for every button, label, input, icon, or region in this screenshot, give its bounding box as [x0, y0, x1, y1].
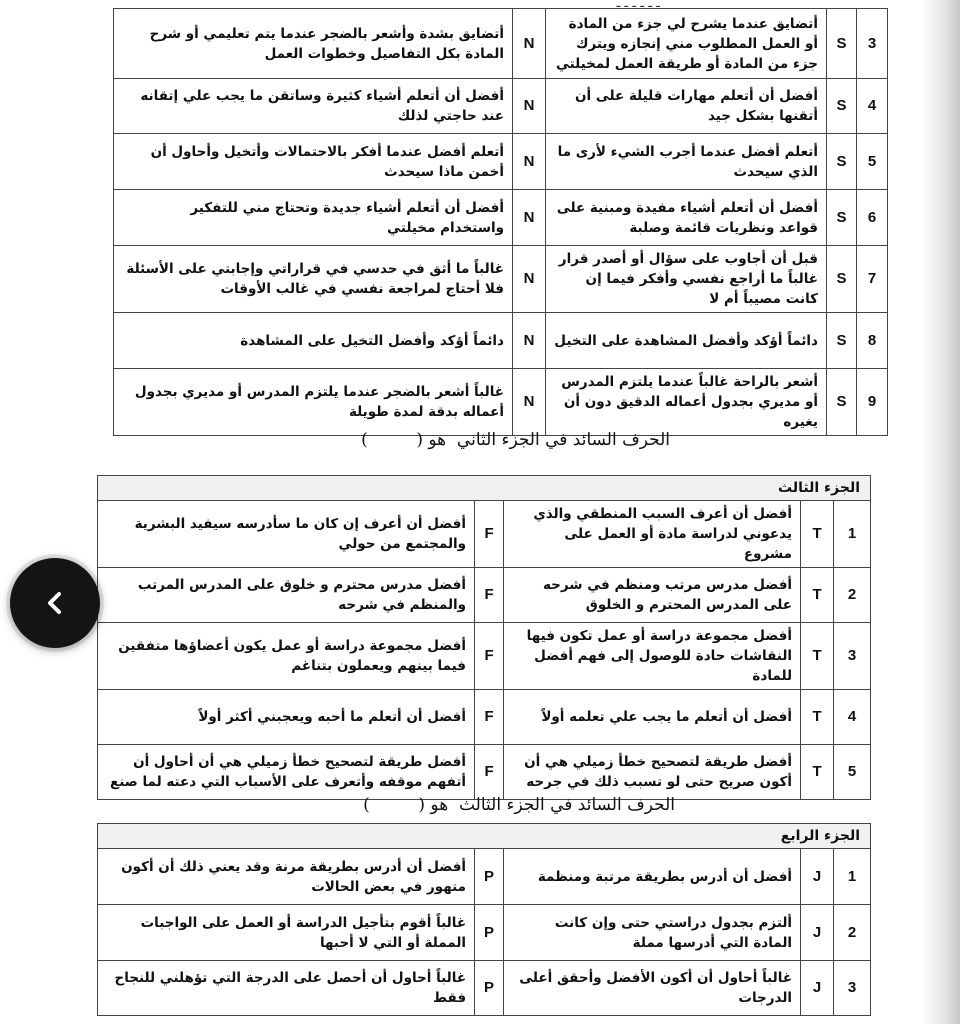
question-number: 2	[834, 905, 871, 961]
question-row	[98, 690, 871, 745]
part-three-header: الجزء الثالث	[98, 476, 871, 501]
option-a-text: أفضل أن أعرف السبب المنطقي والذي يدعوني لدراسة مادة أو العمل على مشروع	[504, 501, 801, 568]
question-number: 7	[857, 246, 888, 313]
prevailing-letter-part-three: الحرف السائد في الجزء الثالث هو ( )	[363, 795, 675, 815]
option-a-letter: J	[801, 849, 834, 905]
question-number: 4	[834, 690, 871, 745]
question-number: 3	[834, 961, 871, 1016]
prevailing-letter-part-two: الحرف السائد في الجزء الثاني هو ( )	[361, 430, 670, 450]
chevron-left-icon	[40, 588, 70, 618]
option-a-text: أفضل أن أتعلم ما يجب علي تعلمه أولاً	[504, 690, 801, 745]
option-a-letter: S	[827, 369, 857, 436]
part-four-table	[97, 823, 871, 1016]
option-b-text: دائماً أؤكد وأفضل التخيل على المشاهدة	[114, 313, 513, 369]
question-number: 8	[857, 313, 888, 369]
page-edge-shadow	[920, 0, 960, 1024]
option-b-text: أفضل أن أتعلم أشياء كثيرة وساتقن ما يجب علي إتقانه عند حاجتي لذلك	[114, 79, 513, 134]
option-b-text: أفضل مجموعة دراسة أو عمل يكون أعضاؤها متفقين فيما بينهم ويعملون بتناغم	[98, 623, 475, 690]
part-four-header: الجزء الرابع	[98, 824, 871, 849]
cut-off-heading: ـ ـ ـ ـ ـ ـ	[616, 0, 660, 8]
option-a-text: ألتزم بجدول دراستي حتى وإن كانت المادة التي أدرسها مملة	[504, 905, 801, 961]
option-b-text: أفضل أن أدرس بطريقة مرنة وقد يعني ذلك أن أكون متهور في بعض الحالات	[98, 849, 475, 905]
option-b-text: غالباً ما أثق في حدسي في قراراتي وإجابتي على الأسئلة فلا أحتاج لمراجعة نفسي في غالب الأوقات	[114, 246, 513, 313]
part-three-header-row	[98, 476, 871, 501]
question-row	[114, 369, 888, 436]
option-a-letter: T	[801, 568, 834, 623]
question-row	[98, 568, 871, 623]
option-b-text: أفضل أن أعرف إن كان ما سأدرسه سيفيد البشرية والمجتمع من حولي	[98, 501, 475, 568]
option-b-text: أفضل أن أتعلم ما أحبه ويعجبني أكثر أولاً	[98, 690, 475, 745]
question-number: 1	[834, 501, 871, 568]
option-b-text: أتعلم أفضل عندما أفكر بالاحتمالات وأتخيل وأحاول أن أخمن ماذا سيحدث	[114, 134, 513, 190]
option-b-letter: N	[513, 134, 546, 190]
option-a-letter: S	[827, 313, 857, 369]
question-number: 9	[857, 369, 888, 436]
option-a-text: أتعلم أفضل عندما أجرب الشيء لأرى ما الذي سيحدث	[546, 134, 827, 190]
part-three-table	[97, 475, 871, 800]
option-a-text: أفضل أن أتعلم مهارات قليلة على أن أتقنها بشكل جيد	[546, 79, 827, 134]
question-number: 2	[834, 568, 871, 623]
question-row	[114, 190, 888, 246]
option-a-text: أتضايق عندما يشرح لي جزء من المادة أو العمل المطلوب مني إنجازه ويترك جزء من المادة أو طريقة العمل لمخيلتي	[546, 9, 827, 79]
option-a-letter: S	[827, 246, 857, 313]
option-b-text: أفضل طريقة لتصحيح خطأ زميلي هي أن أحاول أن أتفهم موقفه وأتعرف على الأسباب التي دعته لما صنع	[98, 745, 475, 800]
part-two-table	[113, 8, 888, 436]
option-b-letter: F	[475, 690, 504, 745]
option-b-letter: F	[475, 623, 504, 690]
option-a-text: غالباً أحاول أن أكون الأفضل وأحقق أعلى الدرجات	[504, 961, 801, 1016]
question-row	[98, 623, 871, 690]
option-a-letter: T	[801, 690, 834, 745]
option-b-letter: N	[513, 246, 546, 313]
option-b-letter: P	[475, 905, 504, 961]
option-a-text: أشعر بالراحة غالباً عندما يلتزم المدرس أو مديري بجدول أعماله الدقيق دون أن يغيره	[546, 369, 827, 436]
option-b-text: غالباً أقوم بتأجيل الدراسة أو العمل على الواجبات المملة أو التي لا أحبها	[98, 905, 475, 961]
question-row	[98, 501, 871, 568]
option-b-letter: P	[475, 961, 504, 1016]
option-b-letter: N	[513, 190, 546, 246]
option-b-text: أفضل أن أتعلم أشياء جديدة وتحتاج مني للتفكير واستخدام مخيلتي	[114, 190, 513, 246]
question-row	[114, 9, 888, 79]
question-number: 5	[857, 134, 888, 190]
option-a-letter: S	[827, 190, 857, 246]
question-number: 3	[857, 9, 888, 79]
question-row	[98, 849, 871, 905]
option-a-text: أفضل أن أدرس بطريقة مرتبة ومنظمة	[504, 849, 801, 905]
question-row	[98, 905, 871, 961]
option-a-text: أفضل مدرس مرتب ومنظم في شرحه على المدرس المحترم و الخلوق	[504, 568, 801, 623]
question-number: 1	[834, 849, 871, 905]
option-b-text: أفضل مدرس محترم و خلوق على المدرس المرتب والمنظم في شرحه	[98, 568, 475, 623]
option-b-letter: F	[475, 568, 504, 623]
option-a-text: قبل أن أجاوب على سؤال أو أصدر قرار غالباً ما أراجع نفسي وأفكر فيما إن كانت مصيباً أم لا	[546, 246, 827, 313]
option-b-text: غالباً أحاول أن أحصل على الدرجة التي تؤهلني للنجاح فقط	[98, 961, 475, 1016]
option-a-letter: S	[827, 134, 857, 190]
question-number: 3	[834, 623, 871, 690]
option-b-letter: N	[513, 79, 546, 134]
option-a-text: دائماً أؤكد وأفضل المشاهدة على التخيل	[546, 313, 827, 369]
option-b-letter: N	[513, 9, 546, 79]
option-b-letter: N	[513, 369, 546, 436]
option-b-letter: P	[475, 849, 504, 905]
option-b-letter: F	[475, 745, 504, 800]
option-a-letter: T	[801, 501, 834, 568]
option-b-text: أتضايق بشدة وأشعر بالضجر عندما يتم تعليمي أو شرح المادة بكل التفاصيل وخطوات العمل	[114, 9, 513, 79]
option-b-letter: N	[513, 313, 546, 369]
question-number: 5	[834, 745, 871, 800]
option-a-text: أفضل مجموعة دراسة أو عمل تكون فيها النقاشات حادة للوصول إلى فهم أفضل للمادة	[504, 623, 801, 690]
question-row	[98, 961, 871, 1016]
question-row	[114, 79, 888, 134]
option-a-letter: S	[827, 79, 857, 134]
option-a-letter: S	[827, 9, 857, 79]
option-b-letter: F	[475, 501, 504, 568]
option-a-letter: T	[801, 745, 834, 800]
option-a-letter: J	[801, 905, 834, 961]
option-a-text: أفضل أن أتعلم أشياء مفيدة ومبنية على قواعد ونظريات قائمة وصلبة	[546, 190, 827, 246]
question-number: 4	[857, 79, 888, 134]
question-row	[114, 134, 888, 190]
question-row	[98, 745, 871, 800]
question-row	[114, 313, 888, 369]
question-number: 6	[857, 190, 888, 246]
option-b-text: غالباً أشعر بالضجر عندما يلتزم المدرس أو مديري بجدول أعماله بدقة لمدة طويلة	[114, 369, 513, 436]
option-a-letter: T	[801, 623, 834, 690]
part-four-header-row	[98, 824, 871, 849]
question-row	[114, 246, 888, 313]
option-a-letter: J	[801, 961, 834, 1016]
option-a-text: أفضل طريقة لتصحيح خطأ زميلي هي أن أكون صريح حتى لو تسبب ذلك في جرحه	[504, 745, 801, 800]
back-button[interactable]	[10, 558, 100, 648]
